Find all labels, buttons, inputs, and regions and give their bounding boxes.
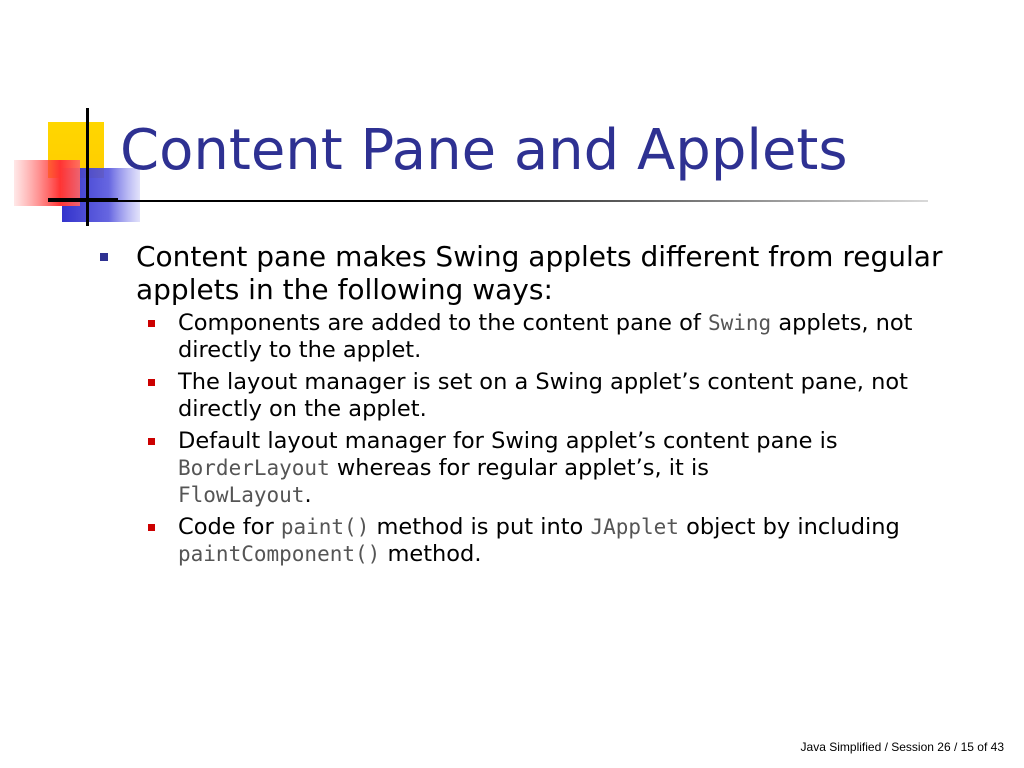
slide-content [100, 240, 980, 573]
square-bullet-icon [148, 320, 155, 327]
sub-bullet-item [148, 310, 980, 364]
slide-title: Content Pane and Applets [120, 118, 848, 183]
sub-bullet-text: applets, not directly to the applet. [178, 310, 913, 363]
sub-bullet-list [100, 310, 980, 568]
square-bullet-icon [148, 524, 155, 531]
slide-footer: Java Simplified / Session 26 / 15 of 43 [800, 740, 1004, 754]
code-term: BorderLayout [178, 456, 330, 480]
main-bullet-text: Content pane makes Swing applets different from regular applets in the following ways: [136, 240, 943, 306]
code-term: FlowLayout [178, 483, 305, 507]
title-underline [48, 200, 928, 202]
sub-bullet-item [148, 514, 980, 568]
sub-bullet-text: Default layout manager for Swing applet’s content pane is [178, 428, 838, 454]
sub-bullet-text: method. [380, 541, 482, 567]
sub-bullet-text: method is put into [369, 514, 591, 540]
sub-bullet-text: Components are added to the content pane of [178, 310, 708, 336]
sub-bullet-text: object by including [678, 514, 900, 540]
sub-bullet-item [148, 369, 980, 423]
code-term: paint() [280, 515, 370, 539]
code-term: Swing [707, 311, 772, 335]
sub-bullet-text: The layout manager is set on a Swing applet’s content pane, not directly on the applet. [178, 369, 908, 422]
sub-bullet-item [148, 428, 980, 509]
sub-bullet-text: Code for [178, 514, 281, 540]
sub-bullet-text: whereas for regular applet’s, it is [329, 455, 709, 481]
code-term: paintComponent() [178, 542, 381, 566]
square-bullet-icon [148, 438, 155, 445]
square-bullet-icon [100, 253, 108, 261]
main-bullet-item [100, 240, 980, 306]
sub-bullet-text: . [304, 482, 312, 508]
code-term: JApplet [590, 515, 679, 539]
square-bullet-icon [148, 379, 155, 386]
